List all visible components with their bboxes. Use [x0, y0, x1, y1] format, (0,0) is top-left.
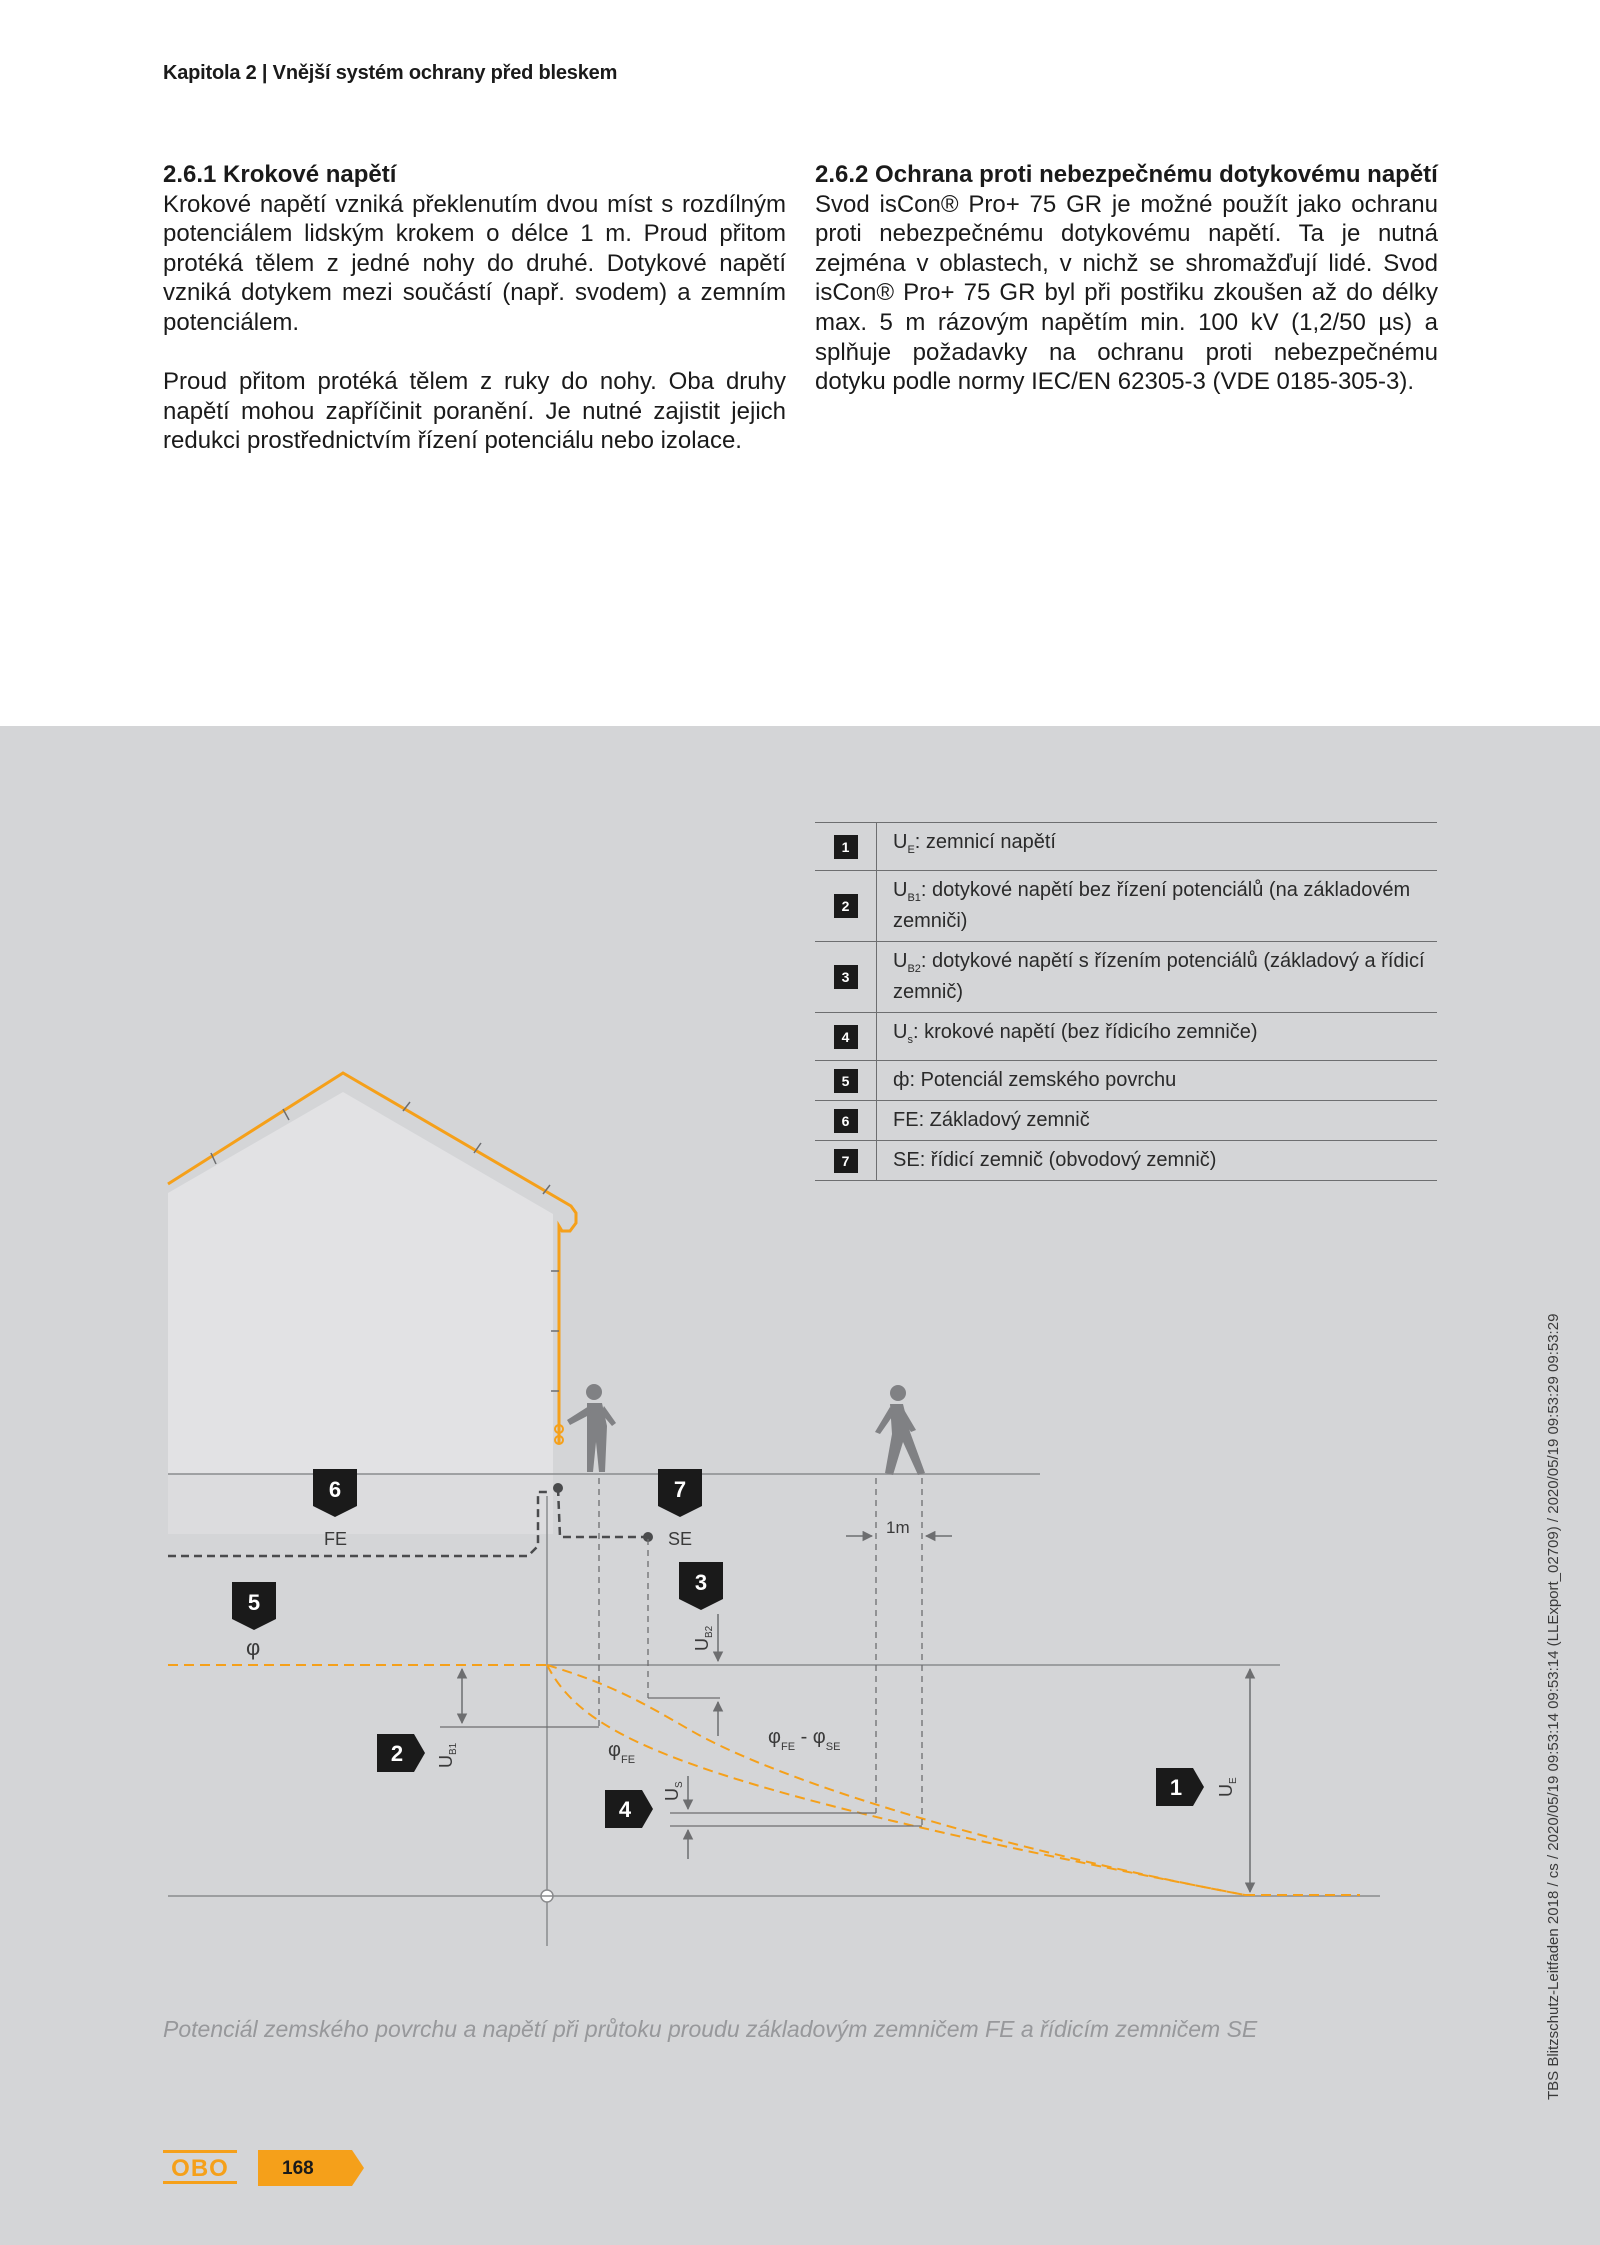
right-column: [815, 160, 1438, 426]
legend-number: 2: [834, 894, 858, 918]
print-metadata-sidetext: TBS Blitzschutz-Leitfaden 2018 / cs / 2020/05/19 09:53:14 09:53:14 (LLExport_02709) / 2020/05/19 09:53:29 09:53:29: [1545, 1313, 1562, 2100]
legend-number: 4: [834, 1025, 858, 1049]
marker-1: [1156, 1768, 1204, 1806]
marker-5: [232, 1582, 276, 1630]
marker-4: [605, 1790, 653, 1828]
legend-table: [815, 822, 1437, 1181]
se-label: SE: [668, 1529, 693, 1549]
section-heading-step-voltage: 2.6.1 Krokové napětí: [163, 161, 397, 188]
ue-label: $U_E$: [1216, 1777, 1239, 1797]
potential-curve-fe: [547, 1665, 1245, 1895]
svg-text:4: 4: [618, 1797, 632, 1822]
building-below-ground: [168, 1474, 553, 1534]
dimension-arrows: [462, 1536, 1250, 1892]
legend-row: 6 FE: Základový zemnič: [815, 1101, 1437, 1141]
page-number: 168: [282, 2158, 314, 2179]
svg-text:6: 6: [328, 1477, 342, 1502]
obo-logo: [163, 2150, 237, 2184]
fe-connection-point: [553, 1483, 563, 1493]
marker-7: [658, 1469, 702, 1517]
legend-row: 4 $U_s$: krokové napětí (bez řídicího zemniče): [815, 1013, 1437, 1061]
chapter-header: Kapitola 2 | Vnější systém ochrany před bleskem: [163, 62, 618, 84]
phi-fe-label: $\varphi_{FE}$: [608, 1739, 636, 1766]
page-number-badge: [258, 2150, 364, 2186]
phi-label: φ: [246, 1635, 261, 1660]
legend-number: 1: [834, 835, 858, 859]
projection-lines: [599, 1478, 922, 1826]
left-column: [163, 160, 786, 486]
marker-2: [377, 1734, 425, 1772]
legend-row: 2 $U_{B1}$: dotykové napětí bez řízení potenciálů (na základovém zemniči): [815, 871, 1437, 942]
legend-number: 5: [834, 1069, 858, 1093]
figure-caption: Potenciál zemského povrchu a napětí při průtoku proudu základovým zemničem FE a řídicím zemničem SE: [163, 2016, 1258, 2042]
person-touch-icon: [567, 1384, 616, 1472]
svg-text:3: 3: [694, 1570, 708, 1595]
svg-text:5: 5: [247, 1590, 261, 1615]
ub2-label: $U_{B2}$: [692, 1625, 715, 1651]
us-label: $U_S$: [662, 1781, 685, 1801]
legend-number: 3: [834, 965, 858, 989]
svg-text:7: 7: [673, 1477, 687, 1502]
one-meter-label: 1m: [886, 1518, 910, 1537]
fe-label: FE: [324, 1529, 348, 1549]
legend-number: 7: [834, 1149, 858, 1173]
ub1-label: $U_{B1}$: [436, 1742, 459, 1768]
legend-row: 5 ф: Potenciál zemského povrchu: [815, 1061, 1437, 1101]
marker-3: [679, 1562, 723, 1610]
paragraph: Proud přitom protéká tělem z ruky do nohy. Oba druhy napětí mohou zapříčinit poranění. Je nutné zajistit jejich redukci prostřednictvím řízení potenciálu nebo izolace.: [163, 368, 786, 455]
svg-text:2: 2: [390, 1741, 404, 1766]
ring-earth-electrode: [558, 1488, 648, 1537]
potential-curve-fe-se: [547, 1665, 1245, 1895]
legend-row: 1 $U_E$: zemnicí napětí: [815, 823, 1437, 871]
measure-lines: [440, 1698, 922, 1826]
svg-text:1: 1: [1169, 1775, 1183, 1800]
phi-fe-se-label: $\varphi_{FE} - \varphi_{SE}$: [768, 1726, 841, 1753]
paragraph: Krokové napětí vzniká překlenutím dvou míst s rozdílným potenciálem lidským krokem o délce 1 m. Proud přitom protéká tělem z jedné nohy do druhé. Dotykové napětí vzniká dotykem mezi součástí (např. svodem) a zemním potenciálem.: [163, 190, 786, 336]
paragraph: Svod isCon® Pro+ 75 GR je možné použít jako ochranu proti nebezpečnému dotykovému napětí. Ta je nutná zejména v oblastech, v nichž se shromažďují lidé. Svod isCon® Pro+ 75 GR byl při postřiku zkoušen až do délky max. 5 m rázovým napětím min. 100 kV (1,2/50 µs) a splňuje požadavky na ochranu proti nebezpečnému dotyku podle normy IEC/EN 62305-3 (VDE 0185-305-3).: [815, 190, 1438, 396]
legend-row: 3 $U_{B2}$: dotykové napětí s řízením potenciálů (základový a řídicí zemnič): [815, 942, 1437, 1013]
legend-row: 7 SE: řídicí zemnič (obvodový zemnič): [815, 1141, 1437, 1181]
section-heading-touch-voltage: 2.6.2 Ochrana proti nebezpečnému dotykovému napětí: [815, 161, 1438, 188]
building: [168, 1092, 553, 1474]
person-walking-icon: [875, 1385, 925, 1475]
svg-text:OBO: OBO: [171, 2155, 229, 2182]
legend-number: 6: [834, 1109, 858, 1133]
